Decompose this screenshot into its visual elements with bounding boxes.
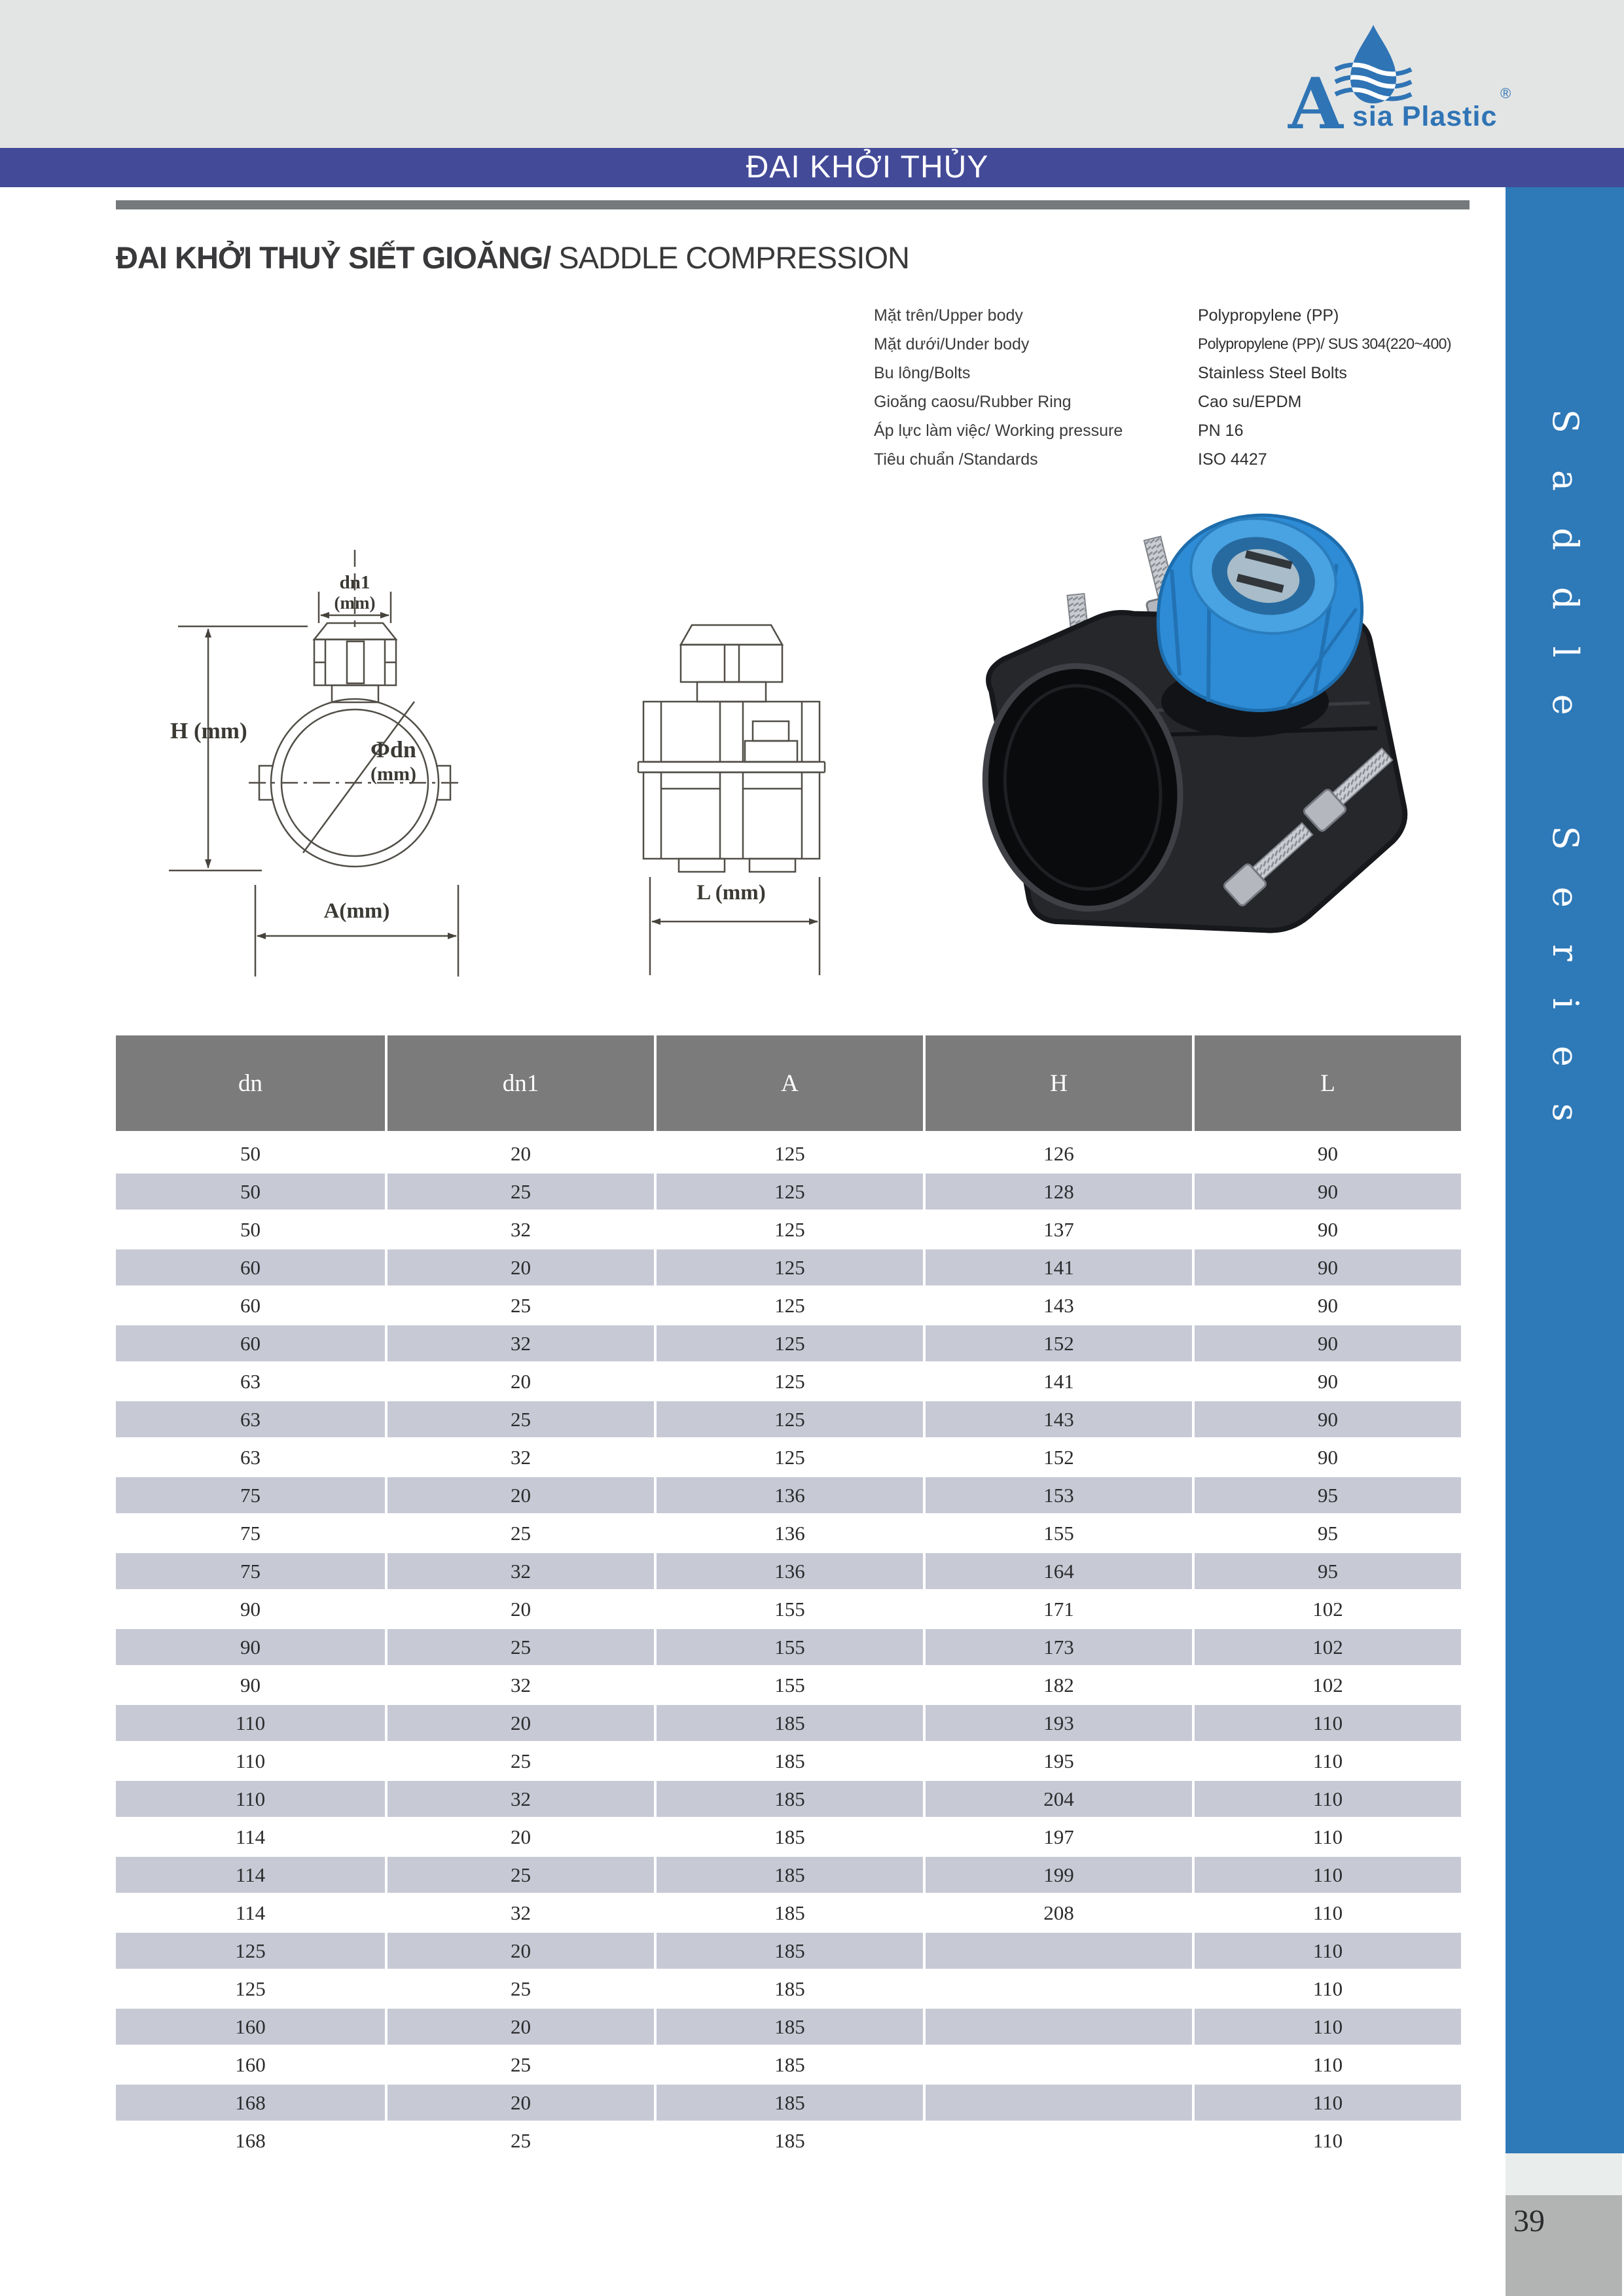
- logo-initial: A: [1288, 63, 1343, 143]
- table-cell: 164: [923, 1551, 1192, 1589]
- table-cell: 114: [116, 1893, 385, 1931]
- table-row: [116, 1741, 1461, 1779]
- product-photo: [964, 503, 1419, 967]
- table-cell: 32: [385, 1551, 654, 1589]
- table-cell: 95: [1192, 1513, 1461, 1551]
- table-row: [116, 1323, 1461, 1361]
- table-row: [116, 2007, 1461, 2045]
- table-cell: [923, 1931, 1192, 1969]
- table-cell: 199: [923, 1855, 1192, 1893]
- table-row: [116, 1817, 1461, 1855]
- table-cell: 102: [1192, 1665, 1461, 1703]
- front-view-drawing: [169, 550, 461, 977]
- table-cell: 110: [1192, 1855, 1461, 1893]
- dim-a-label: A(mm): [323, 899, 390, 923]
- series-sidebar-label: Saddle Series: [1545, 409, 1586, 1158]
- table-cell: 125: [116, 1931, 385, 1969]
- table-cell: 114: [116, 1855, 385, 1893]
- page-title: [116, 240, 909, 276]
- table-row: [116, 1361, 1461, 1399]
- dim-dn1-label: dn1: [339, 572, 370, 593]
- table-cell: 90: [1192, 1285, 1461, 1323]
- section-header-bar: [0, 148, 1624, 187]
- table-row: [116, 2083, 1461, 2121]
- table-cell: 155: [654, 1665, 923, 1703]
- table-row: [116, 1627, 1461, 1665]
- table-cell: 25: [385, 2045, 654, 2083]
- spec-row: [874, 335, 1451, 364]
- table-cell: 32: [385, 1210, 654, 1247]
- table-cell: 63: [116, 1361, 385, 1399]
- table-cell: 75: [116, 1513, 385, 1551]
- table-cell: 110: [116, 1703, 385, 1741]
- table-cell: 185: [654, 1893, 923, 1931]
- table-row: [116, 1855, 1461, 1893]
- table-cell: 143: [923, 1399, 1192, 1437]
- table-cell: 185: [654, 1855, 923, 1893]
- header-row: [116, 1035, 1461, 1131]
- table-cell: 20: [385, 1817, 654, 1855]
- table-cell: 193: [923, 1703, 1192, 1741]
- table-cell: 143: [923, 1285, 1192, 1323]
- asia-plastic-logo: [1270, 12, 1525, 143]
- table-cell: 128: [923, 1172, 1192, 1210]
- spec-value: Polypropylene (PP)/ SUS 304(220~400): [1198, 335, 1451, 352]
- dim-phi-unit: (mm): [370, 763, 416, 785]
- table-cell: 110: [1192, 1931, 1461, 1969]
- table-cell: 110: [1192, 1893, 1461, 1931]
- table-row: [116, 1285, 1461, 1323]
- spec-value: Polypropylene (PP): [1198, 306, 1339, 325]
- table-cell: 90: [1192, 1131, 1461, 1172]
- table-row: [116, 1210, 1461, 1247]
- table-cell: 125: [654, 1247, 923, 1285]
- table-cell: 32: [385, 1665, 654, 1703]
- table-cell: 95: [1192, 1475, 1461, 1513]
- table-row: [116, 1589, 1461, 1627]
- col-header-L: L: [1192, 1035, 1461, 1131]
- table-row: [116, 1551, 1461, 1589]
- table-cell: 125: [654, 1172, 923, 1210]
- table-cell: 110: [1192, 1703, 1461, 1741]
- table-cell: 152: [923, 1437, 1192, 1475]
- table-cell: 110: [1192, 2007, 1461, 2045]
- table-cell: 185: [654, 1817, 923, 1855]
- table-cell: 136: [654, 1513, 923, 1551]
- table-cell: 90: [1192, 1210, 1461, 1247]
- table-cell: 185: [654, 1741, 923, 1779]
- table-cell: 152: [923, 1323, 1192, 1361]
- table-cell: [923, 2083, 1192, 2121]
- spec-list: [874, 306, 1451, 479]
- dim-phi-label: Φdn: [370, 736, 416, 762]
- figures: [0, 481, 1624, 980]
- table-cell: 137: [923, 1210, 1192, 1247]
- table-cell: [923, 2121, 1192, 2159]
- table-row: [116, 1893, 1461, 1931]
- table-cell: 90: [1192, 1247, 1461, 1285]
- spec-label: Gioăng caosu/Rubber Ring: [874, 393, 1072, 411]
- table-cell: 60: [116, 1323, 385, 1361]
- table-row: [116, 2121, 1461, 2159]
- table-cell: 32: [385, 1893, 654, 1931]
- table-row: [116, 1969, 1461, 2007]
- table-cell: 182: [923, 1665, 1192, 1703]
- table-cell: 75: [116, 1475, 385, 1513]
- table-cell: 110: [1192, 2083, 1461, 2121]
- table-row: [116, 1931, 1461, 1969]
- table-cell: [923, 1969, 1192, 2007]
- spec-row: [874, 422, 1451, 450]
- spec-label: Áp lực làm việc/ Working pressure: [874, 422, 1123, 440]
- table-cell: 20: [385, 1361, 654, 1399]
- table-cell: 185: [654, 2007, 923, 2045]
- table-cell: 90: [116, 1627, 385, 1665]
- table-cell: 110: [116, 1741, 385, 1779]
- table-row: [116, 1475, 1461, 1513]
- table-cell: 125: [654, 1437, 923, 1475]
- table-cell: 95: [1192, 1551, 1461, 1589]
- table-cell: 195: [923, 1741, 1192, 1779]
- table-cell: 173: [923, 1627, 1192, 1665]
- table-cell: 110: [1192, 1779, 1461, 1817]
- spec-value: PN 16: [1198, 422, 1244, 440]
- spec-row: [874, 306, 1451, 335]
- table-cell: 90: [116, 1665, 385, 1703]
- table-cell: 63: [116, 1437, 385, 1475]
- spec-label: Mặt trên/Upper body: [874, 306, 1023, 325]
- table-cell: 60: [116, 1285, 385, 1323]
- size-table-head: [116, 1035, 1461, 1131]
- table-cell: 20: [385, 1131, 654, 1172]
- table-cell: 20: [385, 1931, 654, 1969]
- table-cell: 25: [385, 1855, 654, 1893]
- table-cell: 125: [654, 1285, 923, 1323]
- spec-label: Mặt dưới/Under body: [874, 335, 1030, 353]
- table-cell: 155: [654, 1589, 923, 1627]
- table-cell: 110: [116, 1779, 385, 1817]
- table-cell: 90: [116, 1589, 385, 1627]
- spec-value: Stainless Steel Bolts: [1198, 364, 1347, 382]
- table-row: [116, 1131, 1461, 1172]
- dim-l-label: L (mm): [696, 881, 766, 905]
- table-cell: 185: [654, 1703, 923, 1741]
- col-header-A: A: [654, 1035, 923, 1131]
- table-cell: [923, 2045, 1192, 2083]
- logo-waves-inner: [1335, 65, 1411, 99]
- table-cell: 20: [385, 1475, 654, 1513]
- table-cell: 20: [385, 1247, 654, 1285]
- table-cell: 25: [385, 2121, 654, 2159]
- table-cell: 50: [116, 1210, 385, 1247]
- table-row: [116, 1513, 1461, 1551]
- dim-dn1-unit: (mm): [334, 593, 376, 613]
- spec-value: ISO 4427: [1198, 450, 1267, 469]
- table-cell: 110: [1192, 1741, 1461, 1779]
- section-header-text: ĐAI KHỞI THỦY: [746, 150, 989, 185]
- table-row: [116, 1703, 1461, 1741]
- table-cell: 197: [923, 1817, 1192, 1855]
- table-cell: 32: [385, 1779, 654, 1817]
- table-cell: [923, 2007, 1192, 2045]
- table-row: [116, 1247, 1461, 1285]
- table-cell: 141: [923, 1361, 1192, 1399]
- table-row: [116, 2045, 1461, 2083]
- logo-registered-icon: ®: [1500, 85, 1511, 101]
- table-cell: 20: [385, 1589, 654, 1627]
- table-cell: 60: [116, 1247, 385, 1285]
- table-cell: 204: [923, 1779, 1192, 1817]
- table-cell: 160: [116, 2007, 385, 2045]
- table-cell: 208: [923, 1893, 1192, 1931]
- table-cell: 90: [1192, 1361, 1461, 1399]
- table-cell: 32: [385, 1437, 654, 1475]
- table-cell: 50: [116, 1131, 385, 1172]
- table-cell: 160: [116, 2045, 385, 2083]
- table-cell: 50: [116, 1172, 385, 1210]
- title-divider: [116, 200, 1470, 209]
- table-cell: 110: [1192, 1817, 1461, 1855]
- spec-row: [874, 393, 1451, 422]
- table-cell: 185: [654, 1969, 923, 2007]
- table-cell: 185: [654, 1931, 923, 1969]
- table-cell: 168: [116, 2083, 385, 2121]
- table-cell: 20: [385, 2007, 654, 2045]
- table-cell: 185: [654, 2045, 923, 2083]
- table-cell: 90: [1192, 1437, 1461, 1475]
- table-cell: 185: [654, 2121, 923, 2159]
- table-cell: 136: [654, 1475, 923, 1513]
- table-cell: 20: [385, 2083, 654, 2121]
- table-cell: 110: [1192, 2121, 1461, 2159]
- table-cell: 125: [654, 1399, 923, 1437]
- table-cell: 125: [654, 1210, 923, 1247]
- table-cell: 63: [116, 1399, 385, 1437]
- table-cell: 141: [923, 1247, 1192, 1285]
- table-cell: 153: [923, 1475, 1192, 1513]
- table-row: [116, 1172, 1461, 1210]
- table-cell: 20: [385, 1703, 654, 1741]
- side-view-drawing: [638, 625, 825, 975]
- table-cell: 185: [654, 2083, 923, 2121]
- table-cell: 155: [654, 1627, 923, 1665]
- table-cell: 125: [116, 1969, 385, 2007]
- table-cell: 25: [385, 1513, 654, 1551]
- page-number-accent-block: [1506, 2153, 1622, 2195]
- table-cell: 102: [1192, 1589, 1461, 1627]
- page-title-vi: ĐAI KHỞI THUỶ SIẾT GIOĂNG/: [116, 240, 551, 275]
- logo-wordmark: sia Plastic: [1352, 101, 1498, 132]
- col-header-dn: dn: [116, 1035, 385, 1131]
- table-cell: 25: [385, 1627, 654, 1665]
- table-cell: 90: [1192, 1172, 1461, 1210]
- table-cell: 136: [654, 1551, 923, 1589]
- col-header-dn1: dn1: [385, 1035, 654, 1131]
- table-cell: 125: [654, 1323, 923, 1361]
- spec-value: Cao su/EPDM: [1198, 393, 1302, 411]
- table-row: [116, 1437, 1461, 1475]
- size-table-body: [116, 1131, 1461, 2159]
- table-row: [116, 1665, 1461, 1703]
- table-cell: 25: [385, 1399, 654, 1437]
- spec-label: Tiêu chuẩn /Standards: [874, 450, 1038, 469]
- table-cell: 185: [654, 1779, 923, 1817]
- spec-row: [874, 364, 1451, 393]
- col-header-H: H: [923, 1035, 1192, 1131]
- table-cell: 125: [654, 1131, 923, 1172]
- size-table: [116, 1035, 1461, 2159]
- page-title-en: SADDLE COMPRESSION: [558, 240, 909, 275]
- table-cell: 25: [385, 1285, 654, 1323]
- table-cell: 114: [116, 1817, 385, 1855]
- table-cell: 110: [1192, 1969, 1461, 2007]
- table-cell: 110: [1192, 2045, 1461, 2083]
- table-cell: 126: [923, 1131, 1192, 1172]
- table-cell: 25: [385, 1172, 654, 1210]
- brand-logo: [1270, 12, 1525, 143]
- spec-label: Bu lông/Bolts: [874, 364, 971, 382]
- table-cell: 25: [385, 1969, 654, 2007]
- table-cell: 125: [654, 1361, 923, 1399]
- page-number: 39: [1513, 2204, 1545, 2238]
- table-cell: 168: [116, 2121, 385, 2159]
- spec-row: [874, 450, 1451, 479]
- dim-h-label: H (mm): [170, 718, 247, 744]
- table-cell: 75: [116, 1551, 385, 1589]
- table-cell: 171: [923, 1589, 1192, 1627]
- table-row: [116, 1779, 1461, 1817]
- table-row: [116, 1399, 1461, 1437]
- table-cell: 25: [385, 1741, 654, 1779]
- table-cell: 102: [1192, 1627, 1461, 1665]
- table-cell: 32: [385, 1323, 654, 1361]
- table-cell: 90: [1192, 1323, 1461, 1361]
- table-cell: 90: [1192, 1399, 1461, 1437]
- table-cell: 155: [923, 1513, 1192, 1551]
